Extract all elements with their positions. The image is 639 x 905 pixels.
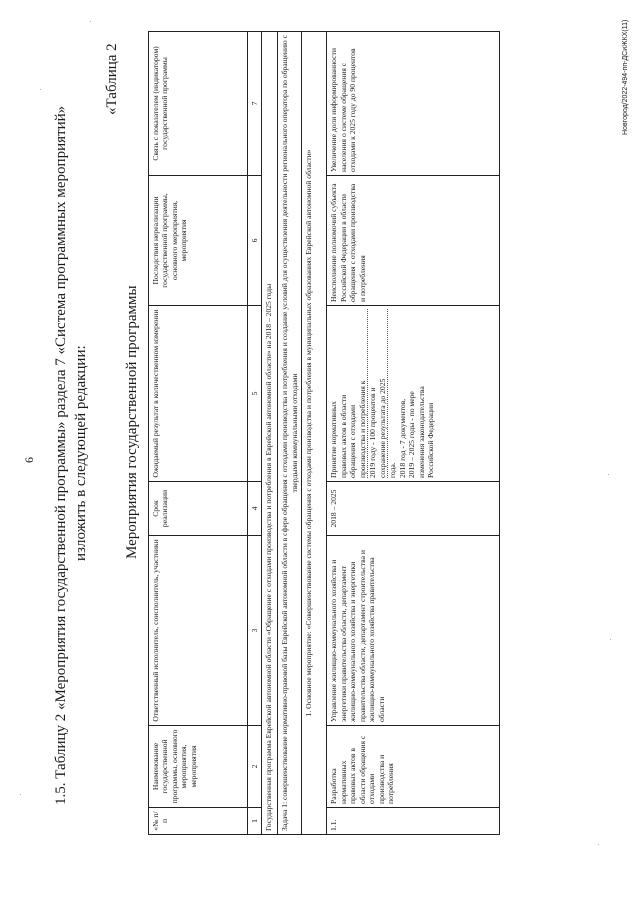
task-cell: Задача 1: совершенствование нормативно-правовой базы Еврейской автономной области в сфере обращения с отходами производства и потребления и создание условий для осуществления деятельности регионального оператора по обращению с твердыми коммунальными отходами xyxy=(278,32,302,835)
col-number: 2 xyxy=(248,726,262,808)
table-label: «Таблица 2 xyxy=(104,43,120,115)
result-line: года. xyxy=(388,462,398,478)
table-title: Мероприятия государственной программы xyxy=(124,285,140,559)
col-number: 7 xyxy=(248,32,262,176)
col-header-executor: Ответственный исполнитель, соисполнитель, участники xyxy=(149,536,248,726)
result-line: Российской Федерации xyxy=(426,402,436,478)
result-line: производства и потребления к xyxy=(358,309,368,478)
task-row xyxy=(278,32,302,835)
col-header-indicator: Связь с показателем (индикатором) государственной программы xyxy=(149,32,248,176)
activities-table xyxy=(148,31,500,835)
scan-speck xyxy=(610,639,611,640)
result-line: сохранение результата до 2025 xyxy=(378,309,388,478)
col-number: 5 xyxy=(248,306,262,482)
main-activity-cell: 1. Основное мероприятие: «Совершенствование системы обращения с отходами производства и потребления в муниципальных образованиях Еврейской автономной области» xyxy=(302,32,327,835)
result-line: обращения с отходами xyxy=(348,404,358,478)
row-period-cell: 2018 – 2025 xyxy=(327,482,500,536)
row-result-cell xyxy=(327,306,500,482)
result-line: правовых актов в области xyxy=(338,394,348,478)
document-footer: Новгород/2022-494-пп-ДСиЖКХ(11) xyxy=(622,19,629,135)
scan-speck xyxy=(90,21,91,22)
result-line: Принятие нормативных xyxy=(329,401,339,478)
col-number: 4 xyxy=(248,482,262,536)
col-header-consequences: Последствия нереализации государственной программы, основного мероприятия, мероприятия xyxy=(149,176,248,306)
result-line: 2019 – 2025 годы - по мере xyxy=(407,391,417,478)
result-line: 2019 году - 100 процентов и xyxy=(368,387,378,478)
scan-speck xyxy=(40,89,41,90)
page-number: 6 xyxy=(22,457,36,463)
row-consequences-cell: Неисполнение полномочий субъекта Российской Федерации в области обращения с отходами производства и потребления xyxy=(327,176,500,306)
scan-speck xyxy=(608,474,609,475)
table-header-row xyxy=(149,32,248,835)
row-indicator-cell: Увеличение доли информированности населения о системе обращения с отходами к 2025 году до 90 процентов xyxy=(327,32,500,176)
result-line: изменения законодательства xyxy=(416,386,426,478)
scan-speck xyxy=(598,844,599,845)
program-row xyxy=(262,32,278,835)
col-number: 1 xyxy=(248,808,262,835)
result-line: 2018 год - 7 документов, xyxy=(397,398,407,478)
table-row xyxy=(327,32,500,835)
col-header-num: «№ п/п xyxy=(149,808,248,835)
row-num-cell: 1.1. xyxy=(327,808,500,835)
col-header-period: Срок реализации xyxy=(149,482,248,536)
row-executor-cell: Управление жилищно-коммунального хозяйства и энергетики правительства области, департамент жилищно-коммунального хозяйства и энергетики правительства области, департамент строительства и жилищно-коммунального хозяйства правительства области xyxy=(327,536,500,726)
col-header-name: Наименование государственной программы, основного мероприятия, мероприятия xyxy=(149,726,248,808)
heading-line-1: 1.5. Таблицу 2 «Мероприятия государственной программы» раздела 7 «Система программных мероприятий» xyxy=(53,105,69,805)
row-name-cell: Разработка нормативных правовых актов в области обращения с отходами производства и потребления xyxy=(327,726,500,808)
main-activity-row xyxy=(302,32,327,835)
col-number: 6 xyxy=(248,176,262,306)
col-number: 3 xyxy=(248,536,262,726)
col-header-result: Ожидаемый результат в количественном измерении xyxy=(149,306,248,482)
column-number-row xyxy=(248,32,262,835)
heading-line-2: изложить в следующей редакции: xyxy=(73,345,89,561)
scan-speck xyxy=(20,794,21,795)
program-title-cell: Государственная программа Еврейской автономной области «Обращение с отходами производства и потребления в Еврейской автономной области» на 2018 – 2025 годы xyxy=(262,32,278,835)
